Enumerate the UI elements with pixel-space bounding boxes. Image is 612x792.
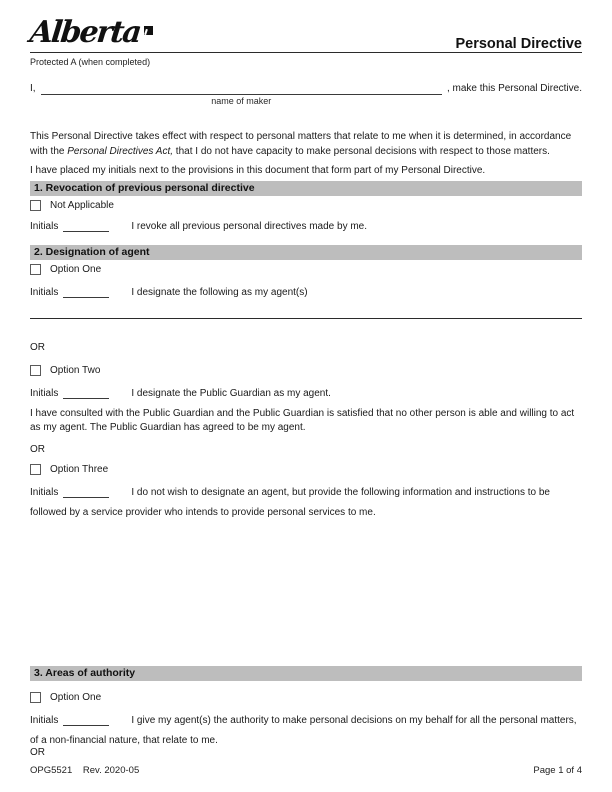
s2-option-two-row (30, 365, 582, 376)
s2-option-three-row (30, 464, 582, 475)
s1-initials-label: Initials (30, 221, 59, 232)
footer-form-number: OPG5521 (30, 765, 73, 776)
s2-option-one-initials-row (30, 285, 582, 300)
maker-suffix-text: , make this Personal Directive. (446, 83, 582, 94)
effect-paragraph (30, 129, 582, 159)
s2-option-two-initials-label: Initials (30, 388, 59, 399)
effect-text-after: that I do not have capacity to make personal decisions with respect to those matters. (173, 146, 550, 157)
or-separator-3: OR (30, 747, 45, 758)
name-of-maker-field[interactable] (41, 82, 442, 106)
alberta-wordmark: Alberta (28, 15, 142, 50)
s1-initials-row (30, 219, 582, 234)
s3-option-one-checkbox[interactable] (30, 692, 41, 703)
not-applicable-label: Not Applicable (50, 200, 114, 211)
s3-option-one-initials-label: Initials (30, 715, 59, 726)
s3-option-one-initials-field[interactable] (63, 713, 109, 726)
s2-option-two-initials-row (30, 386, 582, 401)
s2-option-three-label: Option Three (50, 464, 109, 475)
s2-option-two-checkbox[interactable] (30, 365, 41, 376)
s3-option-one-label: Option One (50, 692, 102, 703)
s2-option-three-initials-row (30, 483, 582, 523)
public-guardian-consultation-note: I have consulted with the Public Guardian and the Public Guardian is satisfied that no other person is able and willing to act as my agent. The Public Guardian has agreed to be my agent. (30, 408, 575, 433)
s2-option-one-checkbox[interactable] (30, 264, 41, 275)
s2-option-three-initials-label: Initials (30, 487, 59, 498)
s3-option-one-row (30, 692, 582, 703)
s2-option-two-label: Option Two (50, 365, 101, 376)
protected-classification-label: Protected A (when completed) (30, 57, 151, 67)
s2-option-one-label: Option One (50, 264, 102, 275)
s2-option-one-initials-field[interactable] (63, 285, 109, 298)
page-title: Personal Directive (455, 36, 582, 52)
s3-option-one-statement: I give my agent(s) the authority to make personal decisions on my behalf for all the personal matters, of a non-financial nature, that relate to me. (30, 715, 577, 746)
not-applicable-checkbox[interactable] (30, 200, 41, 211)
section-2-header: 2. Designation of agent (30, 245, 582, 260)
or-separator-2: OR (30, 444, 45, 455)
s2-option-one-statement: I designate the following as my agent(s) (131, 287, 308, 298)
initials-note-paragraph: I have placed my initials next to the provisions in this document that form part of my Personal Directive. (30, 165, 486, 176)
agent-list-divider (30, 318, 582, 319)
s2-option-one-initials-label: Initials (30, 287, 59, 298)
page-footer (30, 765, 582, 776)
footer-revision: Rev. 2020-05 (82, 765, 140, 776)
s2-option-two-statement: I designate the Public Guardian as my agent. (131, 388, 331, 399)
s2-option-one-row (30, 264, 582, 275)
s2-option-three-initials-field[interactable] (63, 485, 109, 498)
s2-option-three-checkbox[interactable] (30, 464, 41, 475)
name-of-maker-caption: name of maker (211, 96, 272, 106)
section-1-header: 1. Revocation of previous personal directive (30, 181, 582, 196)
effect-text-before: This Personal Directive takes effect with respect to personal matters that relate to me when it is determined, in accordance with the (30, 131, 572, 157)
s2-option-two-initials-field[interactable] (63, 386, 109, 399)
header-divider (30, 52, 582, 53)
maker-prefix-text: I, (30, 83, 36, 94)
or-separator-1: OR (30, 342, 45, 353)
section-3-header: 3. Areas of authority (30, 666, 582, 681)
footer-form-id (30, 765, 139, 776)
s1-initials-field[interactable] (63, 219, 109, 232)
s2-option-three-statement: I do not wish to designate an agent, but provide the following information and instructions to be followed by a service provider who intends to provide personal services to me. (30, 487, 550, 518)
act-name-italic: Personal Directives Act, (67, 146, 174, 157)
footer-page-number: Page 1 of 4 (533, 765, 582, 776)
alberta-trademark-square-icon (144, 26, 153, 35)
not-applicable-option-row (30, 200, 582, 211)
s1-statement: I revoke all previous personal directives made by me. (131, 221, 368, 232)
maker-declaration-line (30, 82, 582, 106)
